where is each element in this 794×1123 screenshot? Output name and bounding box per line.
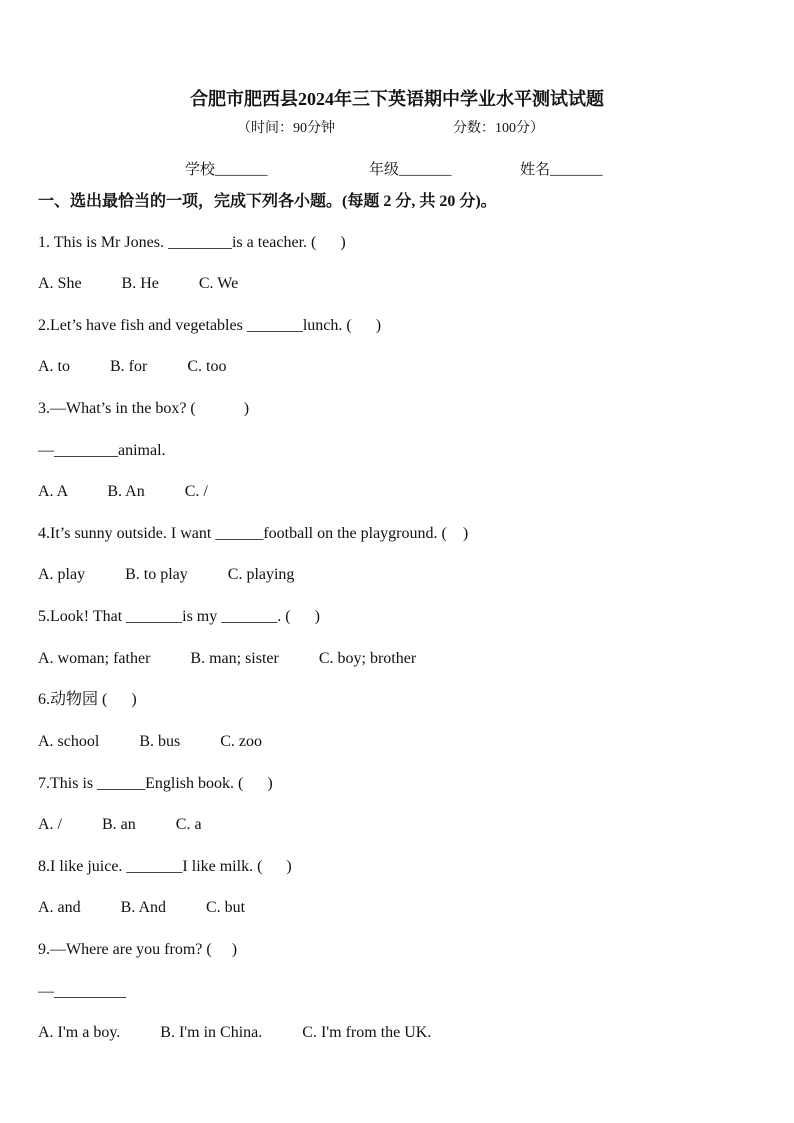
question-4: 4.It’s sunny outside. I want ______football on the playground. ( ) [38, 525, 469, 542]
answer-line-9: —_________ [38, 983, 126, 1000]
question-3: 3.—What’s in the box? ( ) [38, 400, 250, 417]
options-1: A. She B. He C. We [38, 275, 239, 292]
options-3: A. A B. An C. / [38, 483, 208, 500]
options-9: A. I'm a boy. B. I'm in China. C. I'm from the UK. [38, 1024, 432, 1041]
options-5: A. woman; father B. man; sister C. boy; brother [38, 650, 417, 667]
page-title: 合肥市肥西县2024年三下英语期中学业水平测试试题 [190, 89, 604, 109]
options-6: A. school B. bus C. zoo [38, 733, 262, 750]
options-7: A. / B. an C. a [38, 816, 202, 833]
question-9: 9.—Where are you from? ( ) [38, 941, 238, 958]
question-5: 5.Look! That _______is my _______. ( ) [38, 608, 320, 625]
options-2: A. to B. for C. too [38, 358, 227, 375]
exam-score: 分数：100分） [453, 121, 544, 136]
section-heading: 一、选出最恰当的一项，完成下列各小题。(每题 2 分, 共 20 分)。 [38, 193, 497, 210]
question-1: 1. This is Mr Jones. ________is a teacher. ( ) [38, 234, 346, 251]
question-6: 6.动物园 ( ) [38, 691, 137, 708]
question-2: 2.Let’s have fish and vegetables _______lunch. ( ) [38, 317, 382, 334]
exam-time: （时间：90分钟 [237, 121, 335, 136]
grade-field: 年级_______ [369, 162, 452, 178]
answer-line-3: —________animal. [38, 442, 166, 459]
options-8: A. and B. And C. but [38, 899, 246, 916]
name-field: 姓名_______ [520, 162, 603, 178]
question-8: 8.I like juice. _______I like milk. ( ) [38, 858, 292, 875]
school-field: 学校_______ [185, 162, 268, 178]
question-7: 7.This is ______English book. ( ) [38, 775, 273, 792]
options-4: A. play B. to play C. playing [38, 566, 295, 583]
